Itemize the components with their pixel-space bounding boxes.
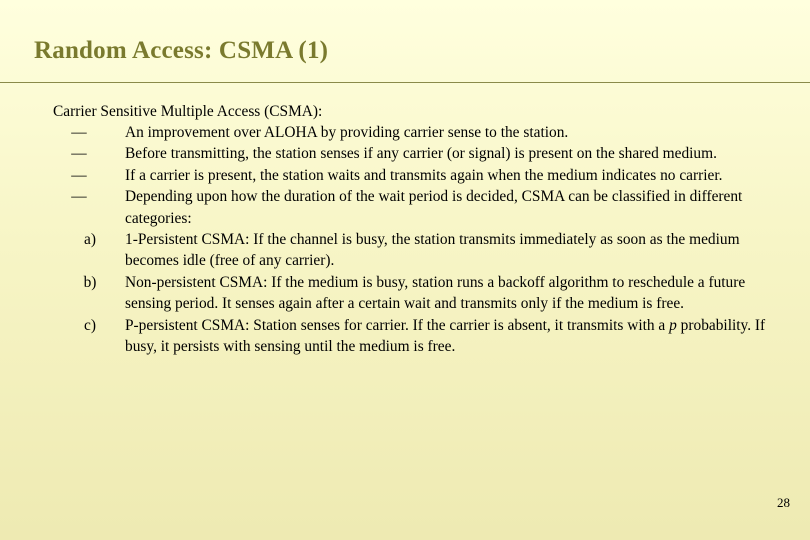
list-item [53,272,775,315]
dash-marker: — [71,124,87,141]
dash-marker: — [71,145,87,163]
list-item-text: Non-persistent CSMA: If the medium is busy, station runs a backoff algorithm to reschedule a future sensing period. It senses again after a certain wait and transmits only if the medium is free. [125,273,746,313]
slide-body [53,101,793,357]
list-item [53,143,775,164]
list-item [53,165,775,186]
list-item-text: 1-Persistent CSMA: If the channel is busy, the station transmits immediately as soon as the medium becomes idle (free of any carrier). [125,231,740,270]
list-item [53,315,775,358]
title-divider [0,82,810,83]
list-item-text: An improvement over ALOHA by providing carrier sense to the station. [125,124,569,141]
text-after-italic: probability. If busy, it persists with sensing until the medium is free. [125,316,766,356]
list-item-text [125,315,775,358]
dash-marker: — [71,188,87,206]
list-item-text: Depending upon how the duration of the wait period is decided, CSMA can be classified in different categories: [125,188,743,227]
bullet-list [53,122,793,357]
list-item-text: Before transmitting, the station senses if any carrier (or signal) is present on the shared medium. [125,145,717,163]
dash-marker: — [71,166,87,184]
page-number: 28 [777,495,790,510]
letter-marker: c) [84,316,96,334]
text-before-italic: P-persistent CSMA: Station senses for carrier. If the carrier is absent, it transmits with a [125,316,670,334]
letter-marker: b) [83,273,97,291]
letter-marker: a) [84,231,96,249]
list-item [53,122,775,143]
list-item [53,229,775,272]
intro-line: Carrier Sensitive Multiple Access (CSMA): [53,103,323,120]
slide-title: Random Access: CSMA (1) [34,37,329,64]
italic-p: p [669,316,677,334]
list-item-text: If a carrier is present, the station waits and transmits again when the medium indicates no carrier. [125,166,723,184]
list-item [53,186,775,229]
